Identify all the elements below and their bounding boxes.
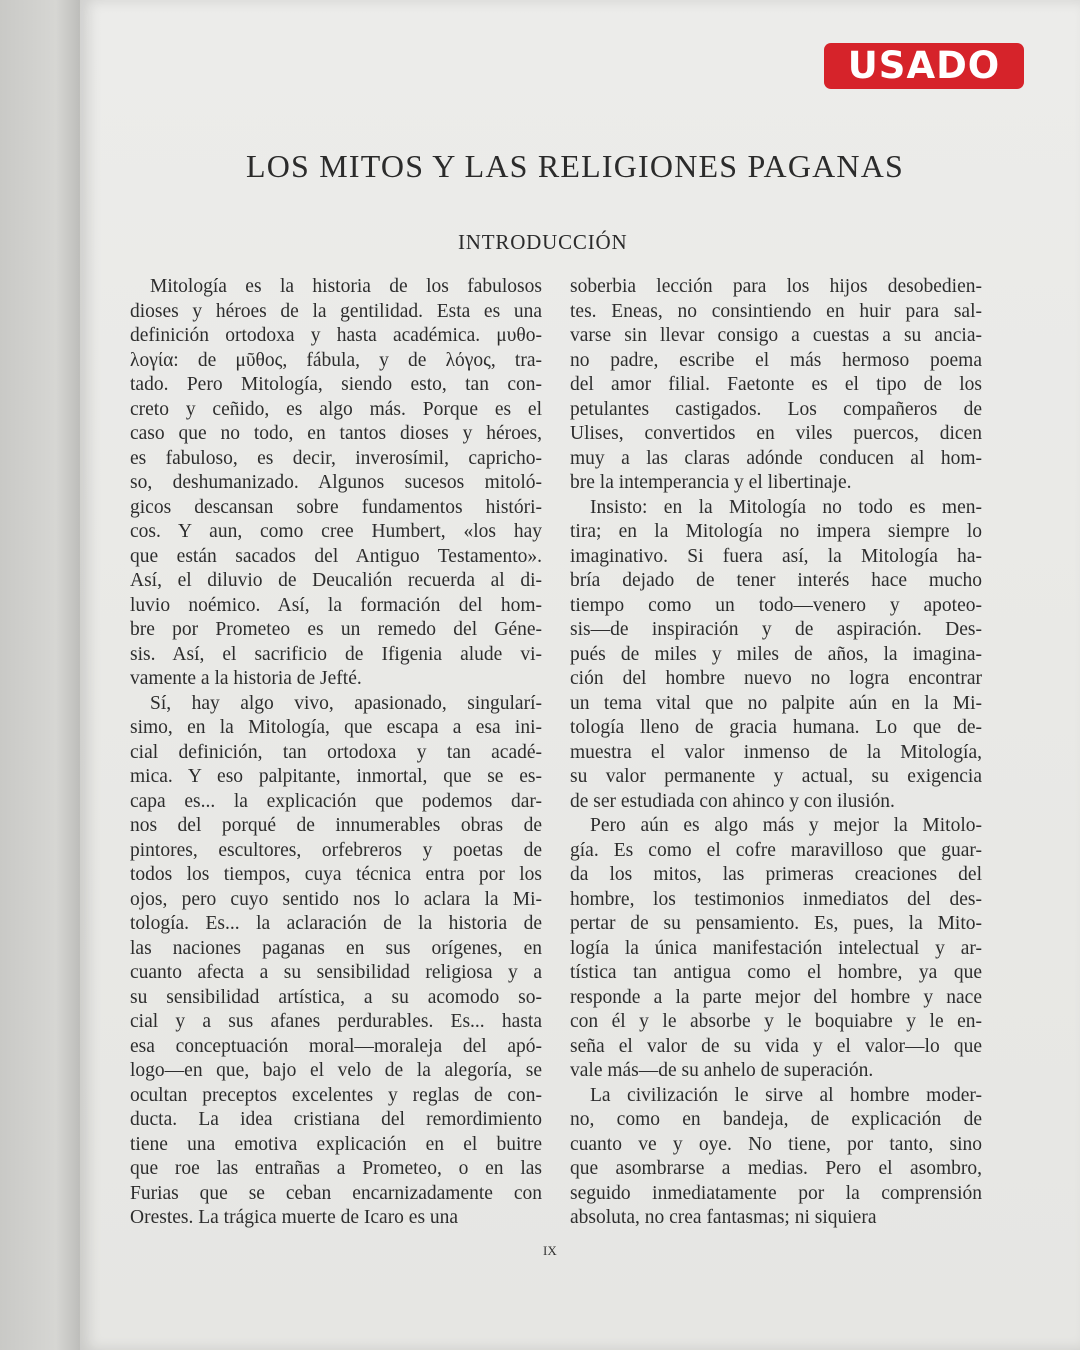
text-line: sis. Así, el sacrificio de Ifigenia alude vi- — [130, 643, 542, 665]
text-line: dioses y héroes de la gentilidad. Esta es una — [130, 300, 542, 322]
text-line: varse sin llevar consigo a cuestas a su ancia- — [570, 325, 982, 346]
text-line: da los mitos, las primeras creaciones del — [570, 864, 982, 885]
text-line: simo, en la Mitología, que escapa a esa ini- — [130, 717, 542, 738]
text-line: so, deshumanizado. Algunos sucesos mitoló- — [130, 472, 542, 493]
book-title: LOS MITOS Y LAS RELIGIONES PAGANAS — [246, 148, 905, 184]
text-line: Ulises, convertidos en viles puercos, dicen — [570, 423, 982, 444]
text-line: ducta. La idea cristiana del remordimiento — [130, 1109, 542, 1130]
text-line: esa conceptuación moral—moraleja del apó- — [130, 1035, 542, 1057]
text-line: ción del hombre nuevo no logra encontrar — [570, 668, 982, 689]
text-line: tiene una emotiva explicación en el buitre — [130, 1133, 542, 1155]
text-line: tiempo como un todo—venero y apoteo- — [570, 594, 982, 616]
text-line: Insisto: en la Mitología no todo es men- — [590, 496, 982, 518]
text-line: Mitología es la historia de los fabulosos — [150, 276, 542, 297]
text-line: ojos, pero cuyo sentido nos lo aclara la Mi- — [130, 888, 542, 910]
text-line: que están sacados del Antiguo Testamento». — [130, 545, 542, 567]
page-number: IX — [543, 1243, 557, 1258]
section-title: INTRODUCCIÓN — [458, 230, 628, 254]
text-line: tología. Es... la aclaración de la historia de — [130, 913, 542, 934]
text-line: vale más—de su anhelo de superación. — [570, 1060, 874, 1081]
text-line: no padre, escribe el más hermoso poema — [570, 349, 982, 371]
text-line: su valor permanente y actual, su exigencia — [570, 766, 982, 787]
text-line: capa es... la explicación que podemos dar- — [130, 790, 542, 812]
text-line: logía la única manifestación intelectual y ar- — [570, 937, 982, 959]
text-line: pintores, escultores, orfebreros y poetas de — [130, 839, 542, 861]
text-line: cos. Y aun, como cree Humbert, «los hay — [130, 521, 542, 542]
text-line: bría dejado de tener interés hace mucho — [570, 570, 982, 591]
text-line: muy a las claras adónde conducen al hom- — [570, 447, 982, 469]
text-line: La civilización le sirve al hombre moder- — [590, 1084, 982, 1106]
text-line: cial definición, tan ortodoxa y tan acadé- — [130, 741, 542, 763]
text-line: cial y a sus afanes perdurables. Es... hasta — [130, 1011, 542, 1032]
text-line: nos del porqué de innumerables obras de — [130, 815, 542, 836]
text-line: con él y le absorbe y le boquiabre y le en- — [570, 1011, 982, 1032]
text-line: mica. Y eso palpitante, inmortal, que se es- — [130, 766, 542, 787]
text-line: muestra el valor inmenso de la Mitología, — [570, 741, 982, 763]
text-line: es fabuloso, es decir, inverosímil, capricho- — [130, 447, 542, 469]
text-line: seguido inmediatamente por la comprensión — [570, 1182, 982, 1204]
text-line: sis—de inspiración y de aspiración. Des- — [570, 619, 982, 640]
text-line: hombre, los testimonios inmediatos del des- — [570, 888, 982, 910]
text-line: logo—en que, bajo el velo de la alegoría, se — [130, 1060, 542, 1081]
text-line: tología lleno de gracia humana. Lo que de- — [570, 717, 982, 738]
text-line: bre por Prometeo es un remedo del Géne- — [130, 619, 542, 640]
text-line: del amor filial. Faetonte es el tipo de los — [570, 374, 982, 395]
text-line: vamente a la historia de Jefté. — [130, 668, 362, 689]
text-line: petulantes castigados. Los compañeros de — [570, 398, 982, 420]
text-line: que roe las entrañas a Prometeo, o en las — [130, 1158, 542, 1179]
text-line: Orestes. La trágica muerte de Icaro es una — [130, 1207, 459, 1228]
text-line: tística tan antigua como el hombre, ya que — [570, 962, 982, 983]
text-line: ocultan preceptos excelentes y reglas de con- — [130, 1084, 542, 1106]
text-line: Así, el diluvio de Deucalión recuerda al di- — [130, 570, 542, 591]
text-line: Sí, hay algo vivo, apasionado, singularí- — [150, 692, 542, 714]
text-line: λογία: de μῦθος, fábula, y de λόγος, tra- — [130, 349, 542, 371]
text-line: tado. Pero Mitología, siendo esto, tan con- — [130, 374, 542, 395]
text-line: cuanto afecta a su sensibilidad religiosa y a — [130, 962, 542, 983]
left-text-column — [130, 275, 542, 1231]
text-line: de ser estudiada con ahinco y con ilusión. — [570, 790, 895, 812]
text-line: las naciones paganas en sus orígenes, en — [130, 937, 542, 959]
text-line: Furias que se ceban encarnizadamente con — [130, 1182, 542, 1204]
text-line: gicos descansan sobre fundamentos históri- — [130, 496, 542, 518]
right-text-column — [570, 275, 982, 1231]
used-badge: USADO — [824, 43, 1024, 89]
text-line: bre la intemperancia y el libertinaje. — [570, 472, 852, 493]
text-line: luvio noémico. Así, la formación del hom- — [130, 594, 542, 616]
text-line: seña el valor de su vida y el valor—lo que — [570, 1035, 982, 1057]
text-line: pertar de su pensamiento. Es, pues, la Mito- — [570, 913, 982, 934]
text-line: Pero aún es algo más y mejor la Mitolo- — [590, 815, 982, 836]
text-line: un tema vital que no palpite aún en la Mi- — [570, 692, 982, 714]
text-line: su sensibilidad artística, a su acomodo so- — [130, 986, 542, 1008]
show-through-text — [410, 20, 610, 80]
text-line: imaginativo. Si fuera así, la Mitología ha- — [570, 545, 982, 567]
text-line: gía. Es como el cofre maravilloso que guar- — [570, 839, 982, 861]
text-line: no, como en bandeja, de explicación de — [570, 1109, 982, 1130]
text-line: cuanto ve y oye. No tiene, por tanto, sino — [570, 1133, 982, 1155]
text-line: tes. Eneas, no consintiendo en huir para sal- — [570, 300, 982, 322]
text-line: absoluta, no crea fantasmas; ni siquiera — [570, 1207, 877, 1228]
text-line: creto y ceñido, es algo más. Porque es el — [130, 398, 542, 420]
text-line: tira; en la Mitología no impera siempre lo — [570, 521, 982, 542]
text-line: pués de miles y miles de años, la imagina- — [570, 643, 982, 665]
text-line: caso que no todo, en tantos dioses y héroes, — [130, 423, 542, 444]
text-line: definición ortodoxa y hasta académica. μυθο- — [130, 325, 542, 346]
adjacent-page-edge — [0, 0, 80, 1350]
text-line: soberbia lección para los hijos desobedien- — [570, 276, 982, 297]
text-line: que asombrarse a medias. Pero el asombro, — [570, 1158, 982, 1179]
text-line: responde a la parte mejor del hombre y nace — [570, 986, 982, 1008]
text-line: todos los tiempos, cuya técnica entra por los — [130, 864, 542, 885]
